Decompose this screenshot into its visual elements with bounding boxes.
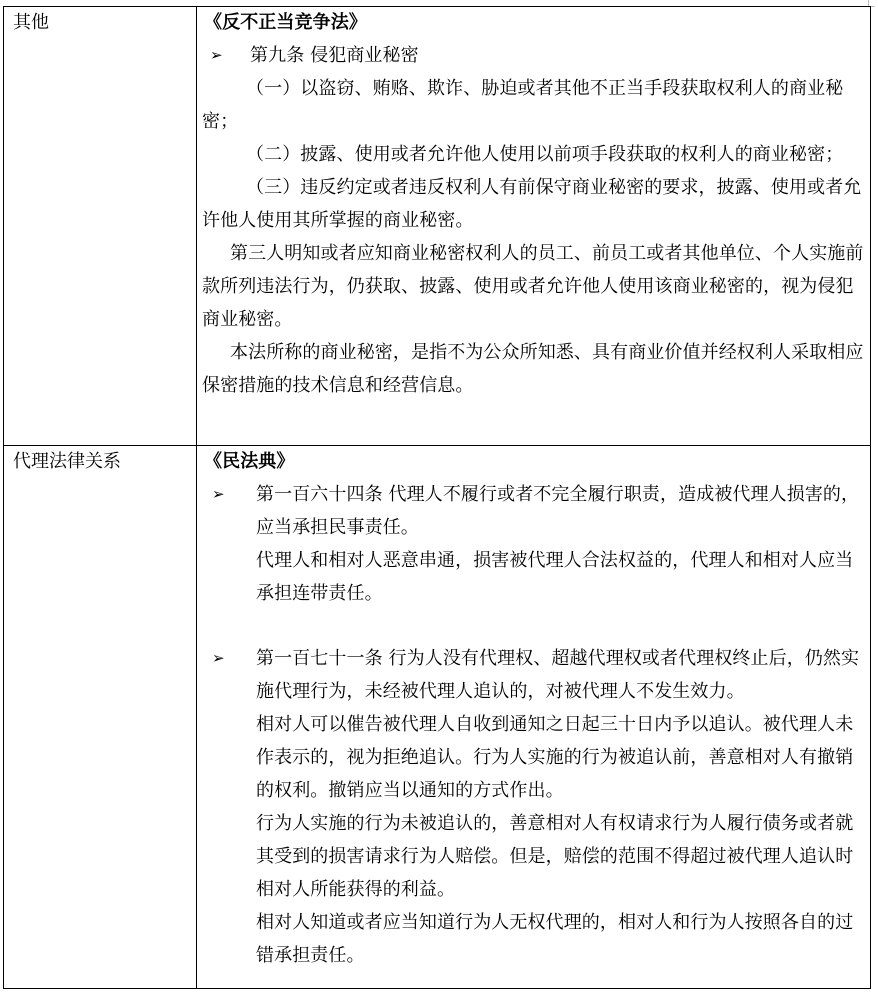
article-paragraph: 相对人可以催告被代理人自收到通知之日起三十日内予以追认。被代理人未作表示的，视为拒绝追认。行为人实施的行为被追认前，善意相对人有撤销的权利。撤销应当以通知的方式作出。 — [256, 714, 854, 801]
row-content-cell — [197, 7, 871, 446]
article-paragraph: 行为人实施的行为未被追认的，善意相对人有权请求行为人履行债务或者就其受到的损害请求行为人赔偿。但是，赔偿的范围不得超过被代理人追认时相对人所能获得的利益。 — [256, 813, 854, 900]
article-paragraph: 第三人明知或者应知商业秘密权利人的员工、前员工或者其他单位、个人实施前款所列违法行为，仍获取、披露、使用或者允许他人使用该商业秘密的，视为侵犯商业秘密。 — [202, 243, 864, 330]
row-label-cell — [4, 446, 197, 989]
law-title: 《民法典》 — [204, 451, 295, 472]
article-heading-text: 第九条 侵犯商业秘密 — [250, 45, 419, 66]
row-label: 其他 — [13, 12, 49, 33]
article-paragraph: 代理人和相对人恶意串通，损害被代理人合法权益的，代理人和相对人应当承担连带责任。 — [256, 550, 854, 604]
law-reference-table — [3, 6, 871, 989]
article-item: （一）以盗窃、贿赂、欺诈、胁迫或者其他不正当手段获取权利人的商业秘密； — [202, 78, 844, 132]
law-title: 《反不正当竞争法》 — [204, 12, 367, 33]
article-block — [202, 642, 864, 972]
article-paragraph: 本法所称的商业秘密，是指不为公众所知悉、具有商业价值并经权利人采取相应保密措施的技术信息和经营信息。 — [202, 342, 864, 396]
row-label-cell — [4, 7, 197, 446]
row-label: 代理法律关系 — [13, 451, 121, 472]
row-content-cell — [197, 446, 871, 989]
article-block — [202, 478, 864, 610]
arrow-bullet-icon: ➢ — [212, 649, 225, 667]
article-paragraph: 第一百七十一条 行为人没有代理权、超越代理权或者代理权终止后，仍然实施代理行为，未经被代理人追认的，对被代理人不发生效力。 — [256, 648, 860, 702]
arrow-bullet-icon: ➢ — [210, 46, 223, 64]
arrow-bullet-icon: ➢ — [212, 485, 225, 503]
article-heading — [202, 39, 864, 72]
table-row — [4, 7, 871, 446]
article-item: （三）违反约定或者违反权利人有前保守商业秘密的要求，披露、使用或者允许他人使用其所掌握的商业秘密。 — [202, 177, 862, 231]
article-paragraph: 第一百六十四条 代理人不履行或者不完全履行职责，造成被代理人损害的，应当承担民事责任。 — [256, 484, 860, 538]
table-row — [4, 446, 871, 989]
article-paragraph: 相对人知道或者应当知道行为人无权代理的，相对人和行为人按照各自的过错承担责任。 — [256, 912, 854, 966]
article-item: （二）披露、使用或者允许他人使用以前项手段获取的权利人的商业秘密； — [246, 144, 844, 165]
